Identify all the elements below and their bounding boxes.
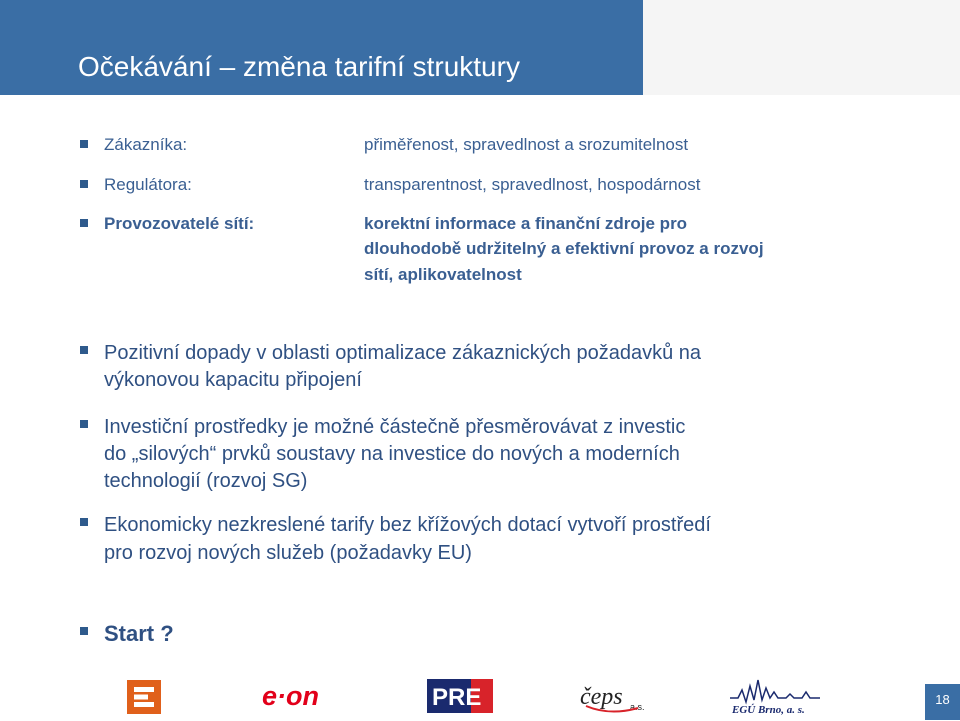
stakeholder-label: Regulátora: [104, 175, 192, 194]
stakeholder-value-line: sítí, aplikovatelnost [364, 265, 522, 284]
eon-logo-text: e·on [262, 681, 319, 711]
pre-logo [427, 679, 493, 713]
ceps-logo-text: čeps [580, 684, 623, 710]
bullet-icon [80, 346, 88, 354]
bullet-icon [80, 627, 88, 635]
stakeholder-value: transparentnost, spravedlnost, hospodárnost [364, 175, 701, 194]
bullet-icon [80, 518, 88, 526]
bullet-icon [80, 140, 88, 148]
point-line: výkonovou kapacitu připojení [104, 369, 362, 391]
stakeholder-label: Provozovatelé sítí: [104, 214, 255, 233]
title-bar [0, 0, 643, 95]
egu-logo-text: EGÚ Brno, a. s. [732, 704, 805, 716]
start-question: Start ? [104, 621, 174, 646]
eon-logo [262, 681, 352, 711]
bullet-icon [80, 180, 88, 188]
ceps-logo [580, 682, 650, 714]
stakeholder-value-line: korektní informace a finanční zdroje pro [364, 214, 688, 233]
cez-logo [127, 680, 161, 714]
bullet-icon [80, 420, 88, 428]
stakeholder-label: Zákazníka: [104, 135, 188, 154]
header-right-panel [643, 0, 960, 95]
point-line: Pozitivní dopady v oblasti optimalizace zákaznických požadavků na [104, 342, 701, 364]
page-number: 18 [925, 684, 960, 720]
point-line: do „silových“ prvků soustavy na investice do nových a moderních [104, 443, 680, 465]
point-line: pro rozvoj nových služeb (požadavky EU) [104, 542, 472, 564]
ceps-logo-suffix: a.s. [630, 702, 645, 712]
point-line: technologií (rozvoj SG) [104, 470, 308, 492]
stakeholder-value: přiměřenost, spravedlnost a srozumitelnost [364, 135, 689, 154]
stakeholder-value-line: dlouhodobě udržitelný a efektivní provoz a rozvoj [364, 239, 764, 258]
point-line: Ekonomicky nezkreslené tarify bez křížových dotací vytvoří prostředí [104, 514, 711, 536]
egu-logo [730, 676, 820, 716]
slide-title: Očekávání – změna tarifní struktury [78, 51, 520, 82]
point-line: Investiční prostředky je možné částečně přesměrovávat z investic [104, 416, 686, 438]
bullet-icon [80, 219, 88, 227]
pre-logo-text: PRE [432, 684, 482, 711]
